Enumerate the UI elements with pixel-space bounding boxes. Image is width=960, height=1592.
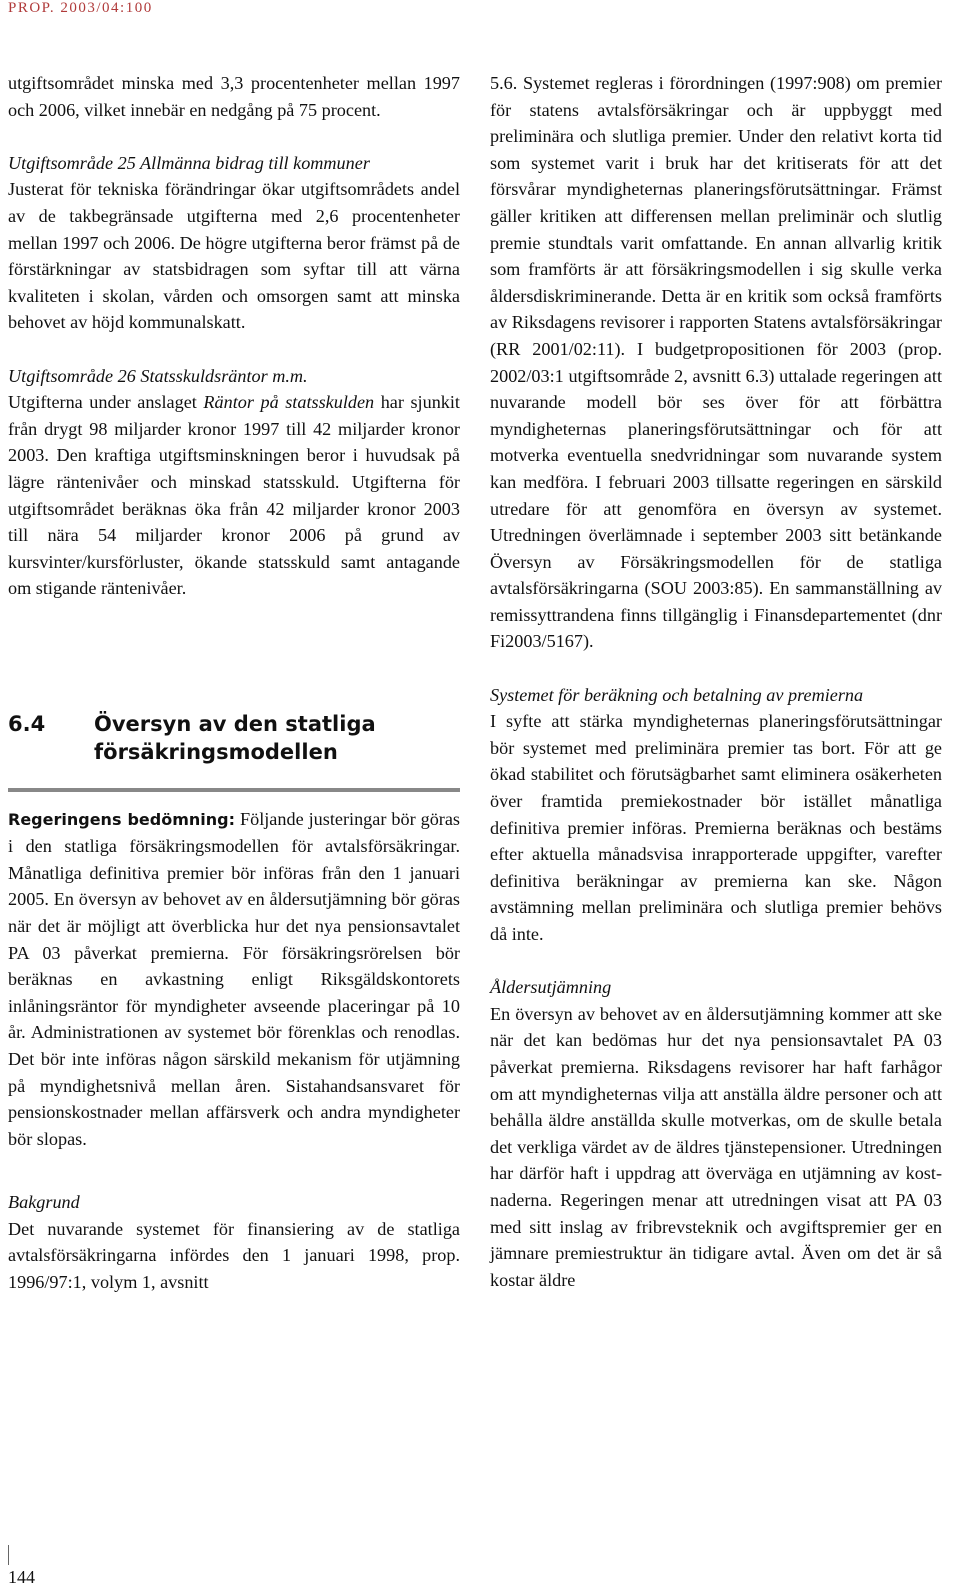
margin-rule <box>8 1545 9 1565</box>
paragraph: Justerat för tekniska förändringar ökar utgiftsområdets andel av de takbegränsade utgifterna med 2,6 procentenheter mellan 1997 och 2006. De högre utgifterna beror främst på de förstärkningar av statsbidragen som syftar till att värna kvaliteten i skolan, vården och omsorgen samt att minska behovet av höjd kommunalskatt. <box>8 179 460 333</box>
section-title: Översyn av den statliga försäkringsmodellen <box>94 711 376 764</box>
divider <box>8 788 460 792</box>
paragraph: En översyn av behovet av en åldersutjämning kommer att ske när det kan bedömas hur det nya pensionsavtalet PA 03 påverkat premierna. Riksdagens revisorer har haft farhågor om att myndigheternas vilja att anställa äldre personer och att behålla äldre anställda skulle motverkas, om de skulle betala det verkliga värdet av de äldres tjänstepensioner. Utredningen har därför haft i uppdrag att överväga en utjämning av kostnaderna. Regeringen menar att utredningen visat att PA 03 med sitt inslag av fribrevsteknik och avgiftspremier ger en jämnare premiestruktur än tidigare avtal. Även om det är så kostar äldre <box>490 1003 942 1290</box>
paragraph: I syfte att stärka myndigheternas planeringsförutsättningar bör systemet med preliminära premier tas bort. För att ge ökad stabilitet och förutsägbarhet samt eliminera osäkerheten över framtida premiekostnader bör istället månatliga definitiva premier införas. Premierna beräknas och bestäms efter aktuella månadsvisa inrapporterade uppgifter, varefter definitiva beräkningar av premierna kan ske. Någon avstämning mellan preliminära och slutliga premier behövs då inte. <box>490 711 942 944</box>
page-number: 144 <box>8 1567 35 1587</box>
assessment-paragraph: Regeringens bedömning: Följande justeringar bör göras i den statliga försäkringsmodellen för avtalsförsäkringar. Månatliga definitiva premier bör införas från den 1 januari 2005. En översyn av behovet av en åldersutjämning bör göras när det är möjligt att överblicka hur det nya pensionsavtalet PA 03 påverkat premierna. För försäkringsrörelsen bör beräknas en avkastning enligt Riksgäldskontorets inlåningsräntor för myndigheter avseende placeringar på 10 år. Administrationen av systemet bör förenklas och renodlas. Det bör inte införas någon särskild mekanism för utjämning på myndighetsnivå mellan åren. Sistahandsansvaret för pensionskostnader mellan affärsverk och andra myndigheter bör slopas. <box>8 808 461 1149</box>
subheading: Utgiftsområde 26 Statsskuldsräntor m.m. <box>8 365 308 386</box>
paragraph: 5.6. Systemet regleras i förordningen (1997:908) om premier för statens avtalsförsäkringar och är uppbyggt med preliminära och slutliga premier. Under den relativt korta tid som systemet varit i bruk har det kritiserats för att det försvårar myndigheternas planeringsförutsättningar. Främst gäller kritiken att differensen mellan preliminär och slutlig premie stundtals varit omfattande. En annan allvarlig kritik som framförts är att försäkringsmodellen i sig skulle verka åldersdiskriminerande. Detta är en kritik som också framförts av Riksdagens revisorer i rapporten Statens avtalsförsäkringar (RR 2001/02:11). I budgetpropositionen för 2003 (prop. 2002/03:1 utgiftsområde 2, avsnitt 6.3) uttalade regeringen att nuvarande modell bör ses över för att förbättra myndigheternas planeringsförutsättningar och för att motverka eventuella snedvridningar som nuvarande system kan medföra. I februari 2003 tillsatte regeringen en särskild utredare för att genomföra en översyn av systemet. Utredningen överlämnade i september 2003 sitt betänkande Översyn av Försäkringsmodellen för de statliga avtalsförsäkringarna (SOU 2003:85). En sammanställning av remissyttrandena finns tillgänglig i Finansdepartementet (dnr Fi2003/5167). <box>490 73 942 652</box>
right-column <box>490 70 942 1293</box>
left-column <box>8 70 460 1295</box>
section-heading <box>8 710 460 766</box>
section-number: 6.4 <box>8 711 46 736</box>
paragraph: Utgifterna under anslaget Räntor på statsskulden har sjunkit från drygt 98 miljarder kronor 1997 till 42 miljarder kronor 2003. Den kraftiga utgiftsminskningen beror i huvudsak på lägre räntenivåer och minskad statsskuld. Utgifterna för utgiftsområdet beräknas öka från 42 miljarder kronor 2003 till nära 54 miljarder kronor 2006 på grund av kursvinter/kursförluster, ökande statsskuld samt antagande om stigande räntenivåer. <box>8 392 460 599</box>
running-head: PROP. 2003/04:100 <box>8 0 153 16</box>
subheading: Utgiftsområde 25 Allmänna bidrag till kommuner <box>8 152 370 173</box>
subheading: Bakgrund <box>8 1191 80 1212</box>
paragraph: Det nuvarande systemet för finansiering av de statliga avtalsförsäkringarna infördes den 1 januari 1998, prop. 1996/97:1, volym 1, avsnitt <box>8 1218 460 1292</box>
paragraph: utgiftsområdet minska med 3,3 procentenheter mellan 1997 och 2006, vilket innebär en nedgång på 75 procent. <box>8 73 460 120</box>
subheading: Systemet för beräkning och betalning av premierna <box>490 684 864 705</box>
subheading: Åldersutjämning <box>490 977 612 998</box>
